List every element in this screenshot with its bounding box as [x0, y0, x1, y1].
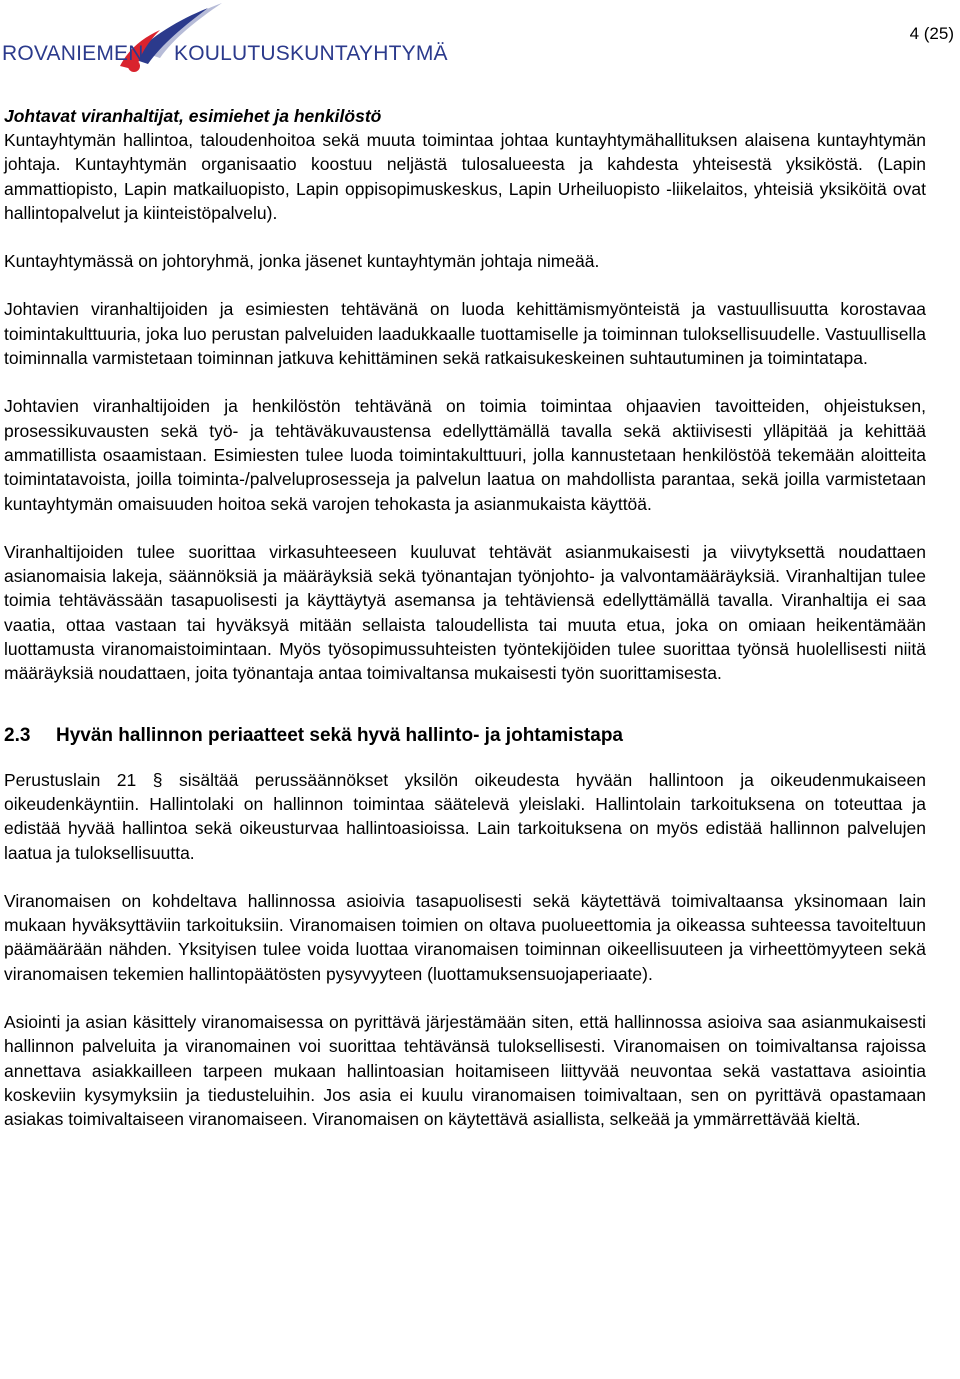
paragraph: Kuntayhtymässä on johtoryhmä, jonka jäsenet kuntayhtymän johtaja nimeää.	[4, 251, 600, 272]
paragraph: Perustuslain 21 § sisältää perussäännökset yksilön oikeudesta hyvään hallintoon ja oikeudenmukaiseen oikeudenkäyntiin. Hallintolaki on hallinnon toimintaa säätelevä yleislaki. Hallintolain tarkoituksena on toteuttaa ja edistää hyvää hallintoa sekä oikeusturvaa hallintoasioissa. Lain tarkoituksena on myös edistää hallinnon palvelujen laatua ja tuloksellisuutta.	[4, 769, 926, 863]
paragraph: Asiointi ja asian käsittely viranomaisessa on pyrittävä järjestämään siten, että hallinnossa asioiva saa asianmukaisesti hallinnon palveluita ja viranomainen voi suorittaa tehtävänsä tuloksellisesti. Viranomaisen on toimivaltansa rajoissa annettava asiakkailleen tarpeen mukaan hallintoasian hoitamiseen liittyvää neuvontaa sekä vastattava asiointia koskeviin kysymyksiin ja tiedusteluihin. Jos asia ei kuulu viranomaisen toimivaltaan, sen on pyrittävä opastamaan asiakas toimivaltaiseen viranomaiseen. Viranomaisen on käytettävä asiallista, selkeää ja ymmärrettävää kieltä.	[4, 1012, 926, 1130]
chapter-heading	[4, 724, 926, 748]
organization-logo	[2, 0, 448, 78]
paragraph: Kuntayhtymän hallintoa, taloudenhoitoa sekä muuta toimintaa johtaa kuntayhtymähallituksen alaisena kuntayhtymän johtaja. Kuntayhtymän organisaatio koostuu neljästä tulosalueesta ja kahdesta yhteisestä yksiköstä. (Lapin ammattiopisto, Lapin matkailuopisto, Lapin oppisopimuskeskus, Lapin Urheiluopisto -liikelaitos, yhteisiä yksiköitä ovat hallintopalvelut ja kiinteistöpalvelu).	[4, 130, 926, 223]
page-number: 4 (25)	[909, 24, 954, 43]
document-body	[4, 104, 926, 1132]
logo-word-right: KOULUTUSKUNTAYHTYMÄ	[174, 42, 448, 65]
logo-word-left: ROVANIEMEN	[2, 42, 144, 65]
page-header	[0, 0, 960, 80]
paragraph: Johtavien viranhaltijoiden ja esimiesten tehtävänä on luoda kehittämismyönteistä ja vastuullisuutta korostavaa toimintakulttuuria, joka luo perustan palveluiden laadukkaalle tuottamiselle ja toiminnan tuloksellisuudelle. Vastuullisella toiminnalla varmistetaan toiminnan jatkuva kehittäminen sekä ratkaisukeskeinen suhtautuminen ja toimintatapa.	[4, 299, 926, 369]
chapter-number: 2.3	[4, 724, 31, 746]
paragraph: Viranomaisen on kohdeltava hallinnossa asioivia tasapuolisesti sekä käytettävä toimivaltaansa yksinomaan lain mukaan hyväksyttäviin tarkoituksiin. Viranomaisen toimien on oltava puolueettomia ja oikeassa suhteessa tavoiteltuun päämäärään nähden. Yksityisen tulee voida luottaa viranomaisen toiminnan oikeellisuuteen ja virheettömyyteen sekä viranomaisen tekemien hallintopäätösten pysyvyyteen (luottamuksensuojaperiaate).	[4, 890, 926, 984]
chapter-title: Hyvän hallinnon periaatteet sekä hyvä hallinto- ja johtamistapa	[56, 724, 623, 746]
section-heading: Johtavat viranhaltijat, esimiehet ja henkilöstö	[4, 106, 382, 126]
paragraph: Johtavien viranhaltijoiden ja henkilöstön tehtävänä on toimia toimintaa ohjaavien tavoitteiden, ohjeistuksen, prosessikuvausten sekä työ- ja tehtäväkuvaustensa edellyttämällä tavalla sekä aktiivisesti ylläpitää ja kehittää ammatillista osaamistaan. Esimiesten tulee luoda toimintakulttuuri, jolla kannustetaan henkilöstöä tekemään aloitteita toimintatavoista, joilla toiminta-/palveluprosesseja ja palvelun laatua on mahdollista parantaa, sekä joilla varmistetaan kuntayhtymän omaisuuden hoitoa sekä varojen tehokasta ja asianmukaista käyttöä.	[4, 396, 926, 514]
paragraph: Viranhaltijoiden tulee suorittaa virkasuhteeseen kuuluvat tehtävät asianmukaisesti ja viivytyksettä noudattaen asianomaisia lakeja, säännöksiä ja määräyksiä sekä työnantajan työnjohto- ja valvontamääräyksiä. Viranhaltijan tulee toimia tehtävässään tasapuolisesti ja käyttäytyä asemansa ja tehtäviensä edellyttämällä tavalla. Viranhaltija ei saa vaatia, ottaa vastaan tai hyväksyä mitään sellaista taloudellista tai muuta etua, joka on omiaan heikentämään luottamusta viranomaistoimintaan. Myös työsopimussuhteisten työntekijöiden tulee suorittaa työnsä huolellisesti niitä määräyksiä noudattaen, joita työnantaja antaa toimivaltansa mukaisesti työn suorittamisesta.	[4, 541, 926, 684]
